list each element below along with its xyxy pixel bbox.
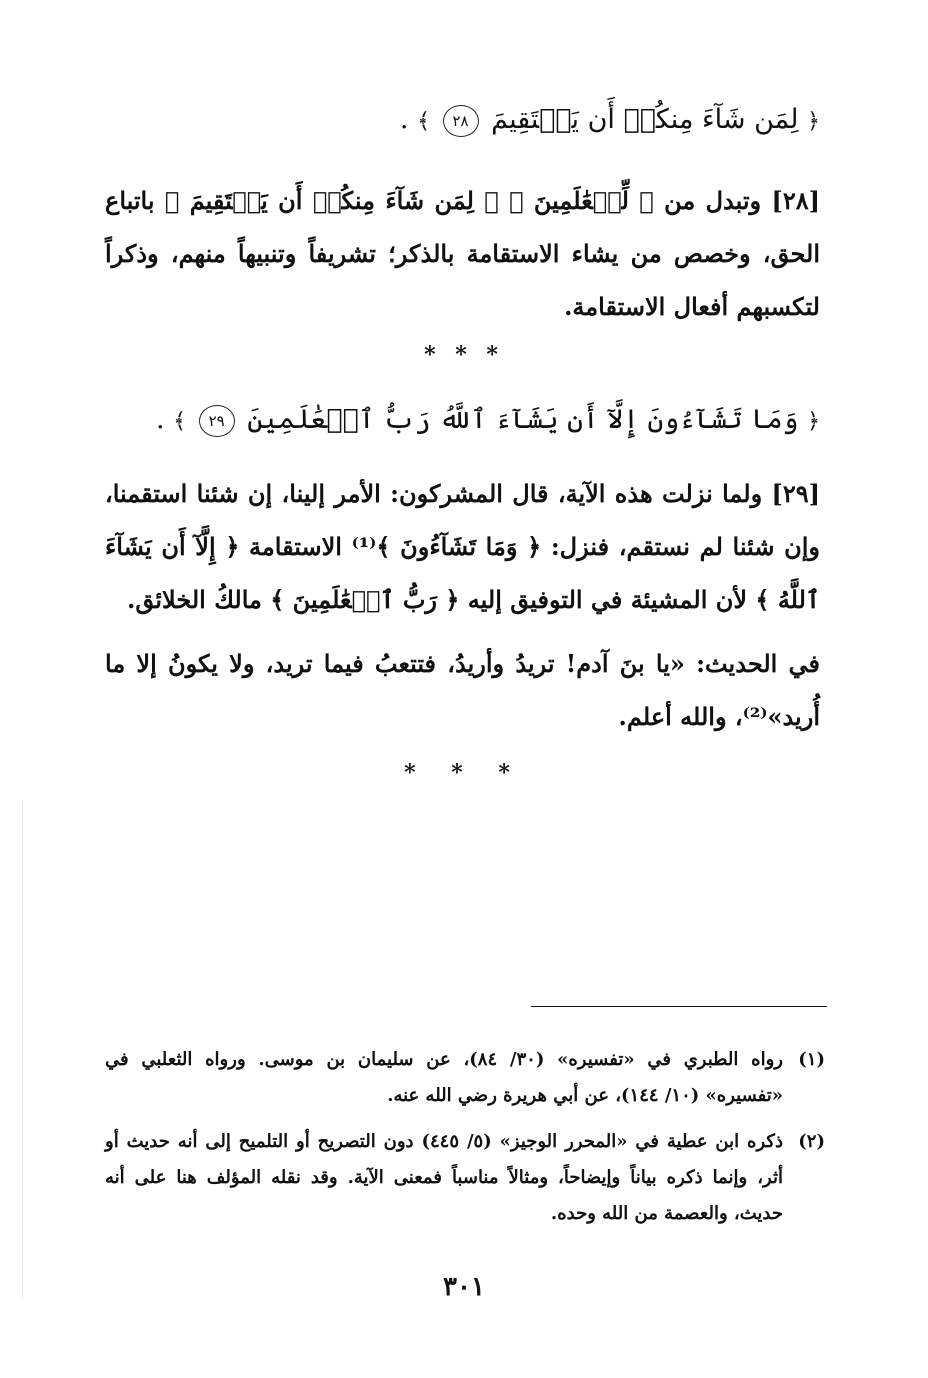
ayah-28-text: لِمَن شَآءَ مِنكُمۡ أَن يَسۡتَقِيمَ — [491, 104, 799, 135]
hadith-paragraph: في الحديث: «يا بنَ آدم! تريدُ وأريدُ، فتتعبُ فيما تريد، ولا يكونُ إلا ما أُريد»⁽²⁾، والله أعلم. — [105, 649, 820, 731]
ornate-bracket-close: ﴾ — [417, 109, 430, 134]
paragraph-29: [٢٩] ولما نزلت هذه الآية، قال المشركون: الأمر إلينا، إن شئنا استقمنا، وإن شئنا لم نستقم، فنزل: ﴿ وَمَا تَشَآءُونَ ﴾⁽¹⁾ الاستقامة ﴿ إِلَّآ أَن يَشَآءَ ٱللَّهُ ﴾ لأن المشيئة في التوفيق إليه ﴿ رَبُّ ٱلۡعَٰلَمِينَ ﴾ مالكُ الخلائق. — [105, 479, 820, 614]
footnote-marker: (١) — [798, 1049, 825, 1070]
page-edge-line — [22, 800, 23, 1300]
ayah-28-end: . — [399, 104, 409, 135]
commentary-28 — [105, 174, 820, 333]
ayah-number-29: ٢٩ — [199, 405, 235, 437]
footnote-marker: (٢) — [798, 1131, 825, 1152]
footnote-text: رواه الطبري في «تفسيره» (٣٠/ ٨٤)، عن سليمان بن موسى. ورواه الثعلبي في «تفسيره» (١٠/ ١٤٤)، عن أبي هريرة رضي الله عنه. — [105, 1049, 783, 1106]
ayah-number-28: ٢٨ — [443, 105, 479, 137]
ayah-29-text: وَمَا تَشَآءُونَ إِلَّآ أَن يَشَآءَ ٱللَّهُ رَبُّ ٱلۡعَٰلَمِينَ — [247, 404, 799, 435]
ornate-bracket-close: ﴾ — [173, 409, 187, 434]
section-separator: * * * — [424, 342, 504, 368]
footnote-text: ذكره ابن عطية في «المحرر الوجيز» (٥/ ٤٤٥) دون التصريح أو التلميح إلى أنه حديث أو أثر، وإنما ذكره بياناً وإيضاحاً، ومثالاً مناسباً فمعنى الآية. وقد نقله المؤلف هنا على أنه حديث، والعصمة من الله وحده. — [105, 1131, 783, 1224]
paragraph-28: [٢٨] وتبدل من ﴿ لِّلۡعَٰلَمِينَ ﴾ ﴿ لِمَن شَآءَ مِنكُمۡ أَن يَسۡتَقِيمَ ﴾ باتباع الحق، وخصص من يشاء الاستقامة بالذكر؛ تشريفاً وتنبيهاً منهم، وذكراً لتكسبهم أفعال الاستقامة. — [105, 186, 820, 321]
ayah-29 — [156, 404, 820, 437]
ornate-bracket-open: ﴿ — [807, 109, 820, 134]
footnote-1 — [105, 1042, 825, 1114]
page-number: ٣٠١ — [443, 1272, 485, 1302]
ayah-29-end: . — [155, 404, 165, 435]
footnote-rule — [531, 1006, 827, 1007]
ornate-bracket-open: ﴿ — [807, 409, 820, 434]
footnote-2 — [105, 1124, 825, 1232]
hadith-block — [105, 637, 820, 743]
commentary-29 — [105, 467, 820, 626]
section-separator-end: * * * — [404, 760, 524, 786]
ayah-28 — [400, 104, 820, 137]
